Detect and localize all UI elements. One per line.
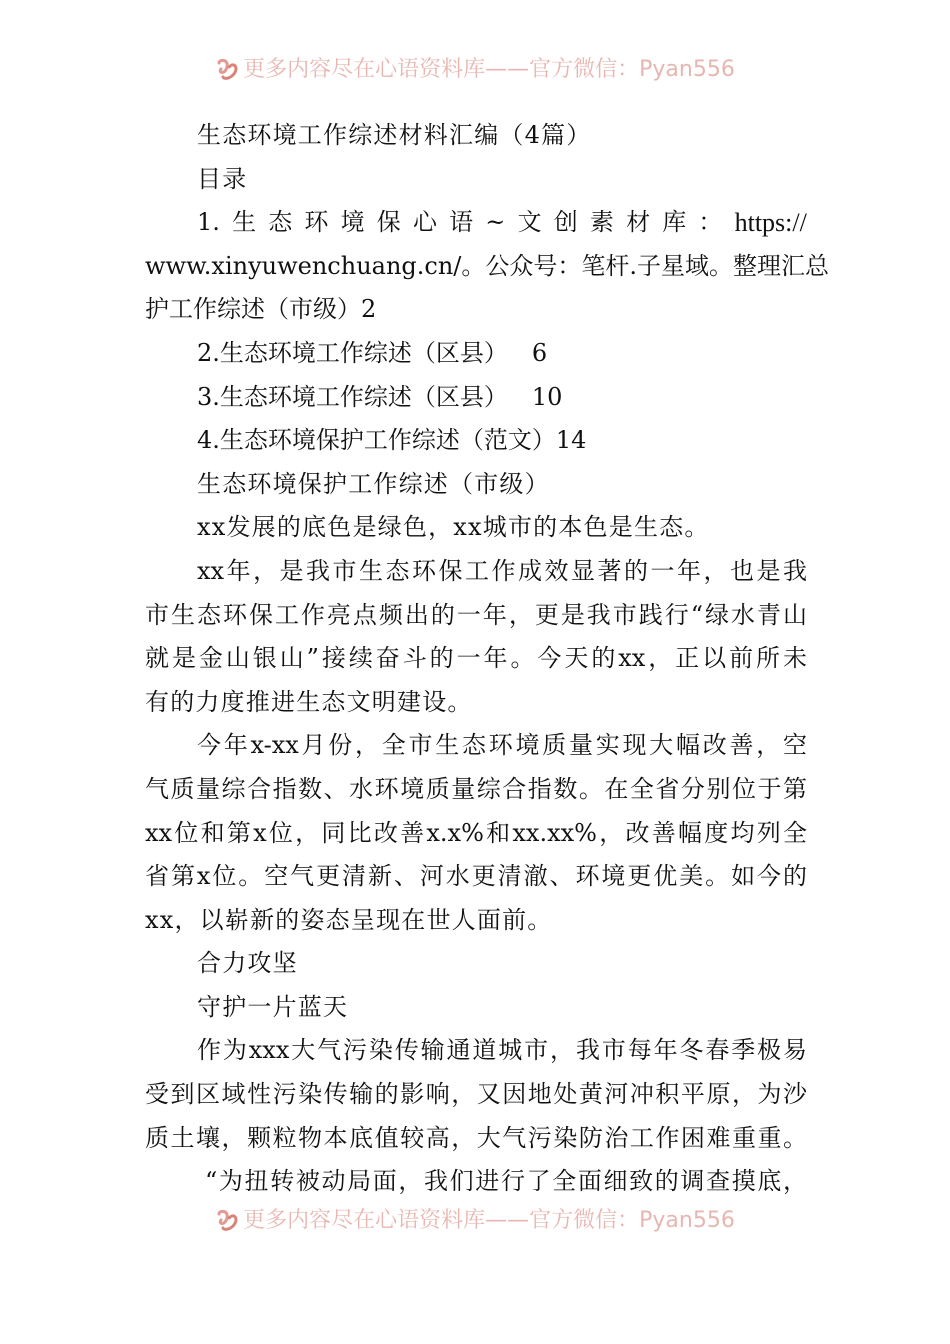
section-title: 生态环境保护工作综述（市级） xyxy=(197,469,550,498)
toc-heading: 目录 xyxy=(197,164,248,193)
toc-item-1-line-1[interactable] xyxy=(145,201,807,245)
toc-item-3[interactable] xyxy=(145,376,807,420)
watermark-text: 更多内容尽在心语资料库——官方微信：Pyan556 xyxy=(243,57,735,82)
toc-item-1-line-2[interactable]: www.xinyuwenchuang.cn/。公众号：笔杆.子星域。整理汇总 xyxy=(145,251,830,280)
watermark-logo-icon xyxy=(215,57,241,83)
paragraph-line: “为扭转被动局面，我们进行了全面细致的调查摸底， xyxy=(205,1167,807,1196)
toc-item-label: 2.生态环境工作综述（区县） xyxy=(197,338,508,367)
watermark-logo-icon xyxy=(215,1208,241,1234)
document-title: 生态环境工作综述材料汇编（4篇） xyxy=(197,121,592,149)
toc-1-part: 生 xyxy=(232,208,257,237)
toc-1-part: 创 xyxy=(553,208,578,237)
paragraph-line: 今年x-xx月份，全市生态环境质量实现大幅改善，空 xyxy=(197,731,807,760)
paragraph-line: xx发展的底色是绿色，xx城市的本色是生态。 xyxy=(197,513,710,542)
paragraph-line: 受到区域性污染传输的影响，又因地处黄河冲积平原，为沙 xyxy=(145,1080,807,1109)
watermark-bottom xyxy=(0,1206,950,1236)
paragraph-line: 作为xxx大气污染传输通道城市，我市每年冬春季极易 xyxy=(197,1036,807,1065)
document-body xyxy=(145,114,830,1204)
toc-item-1-line-3[interactable]: 护工作综述（市级）2 xyxy=(145,295,377,324)
toc-1-part: 素 xyxy=(589,208,614,237)
toc-1-part: 1. xyxy=(197,208,220,237)
toc-1-part: 环 xyxy=(304,208,329,237)
paragraph-line: 市生态环保工作亮点频出的一年，更是我市践行“绿水青山 xyxy=(145,600,807,629)
toc-page-number: 6 xyxy=(531,338,548,367)
paragraph-line: 就是金山银山”接续奋斗的一年。今天的xx，正以前所未 xyxy=(145,644,807,673)
toc-page-number: 10 xyxy=(531,382,563,411)
toc-1-part: ~ xyxy=(485,208,506,237)
watermark-top xyxy=(0,55,950,85)
paragraph-line: xx位和第x位，同比改善x.x%和xx.xx%，改善幅度均列全 xyxy=(145,818,807,847)
paragraph-line: xx年，是我市生态环保工作成效显著的一年，也是我 xyxy=(197,556,807,585)
toc-1-part: ： xyxy=(698,208,723,237)
toc-item-label: 3.生态环境工作综述（区县） xyxy=(197,382,508,411)
toc-1-part: 态 xyxy=(268,208,293,237)
toc-item-4[interactable]: 4.生态环境保护工作综述（范文）14 xyxy=(197,426,587,455)
paragraph-line: 省第x位。空气更清新、河水更清澈、环境更优美。如今的 xyxy=(145,862,807,891)
toc-1-part: 境 xyxy=(340,208,365,237)
subheading: 合力攻坚 xyxy=(197,949,298,978)
toc-1-part: 心 xyxy=(412,208,437,237)
paragraph-line: 气质量综合指数、水环境质量综合指数。在全省分别位于第 xyxy=(145,774,807,803)
toc-1-part: 保 xyxy=(376,208,401,237)
watermark-text: 更多内容尽在心语资料库——官方微信：Pyan556 xyxy=(243,1208,735,1233)
subheading: 守护一片蓝天 xyxy=(197,992,349,1021)
paragraph-line: xx，以崭新的姿态呈现在世人面前。 xyxy=(145,905,553,934)
paragraph-line: 质土壤，颗粒物本底值较高，大气污染防治工作困难重重。 xyxy=(145,1123,807,1152)
toc-1-part: 材 xyxy=(626,208,651,237)
toc-1-part: 库 xyxy=(662,208,687,237)
toc-1-part: 文 xyxy=(517,208,542,237)
toc-1-part: 语 xyxy=(449,208,474,237)
toc-1-url-start: https:// xyxy=(734,208,807,238)
paragraph-line: 有的力度推进生态文明建设。 xyxy=(145,687,473,716)
toc-item-2[interactable] xyxy=(145,332,807,376)
